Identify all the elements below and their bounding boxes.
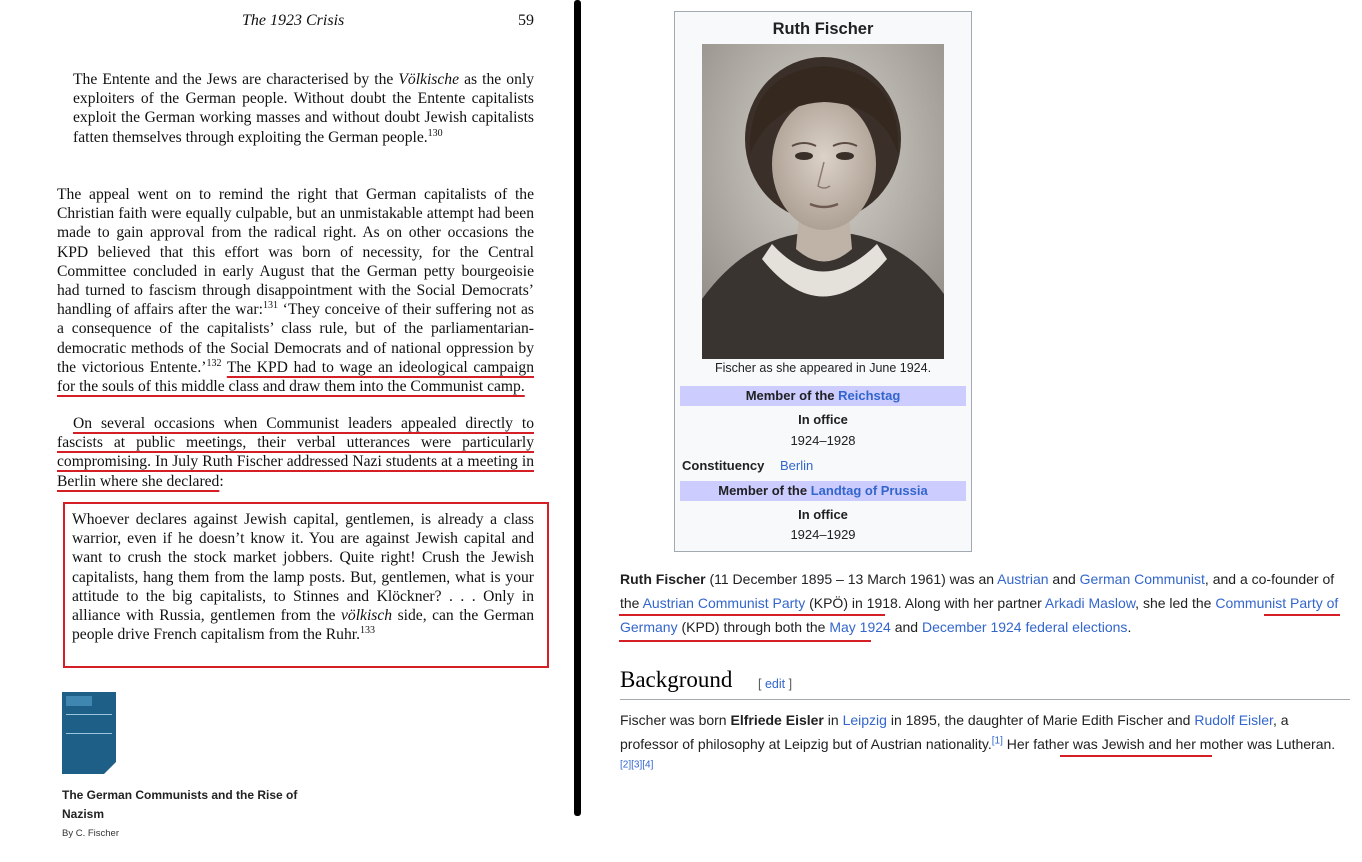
book-author: By C. Fischer — [62, 828, 120, 839]
link-austrian-communist-party[interactable]: Austrian Communist Party — [642, 595, 806, 611]
page-number: 59 — [518, 12, 534, 29]
footnote-133: 133 — [359, 625, 375, 637]
link-austrian[interactable]: Austrian — [997, 571, 1049, 587]
lead-text: and — [890, 619, 922, 635]
body-paragraph-appeal — [57, 185, 534, 396]
link-communist-party-germany[interactable]: Communist Party of Germany — [620, 595, 1339, 635]
reference-1[interactable]: [1] — [991, 735, 1003, 747]
in-office-label-2: In office — [798, 507, 848, 522]
link-december-1924-elections[interactable]: December 1924 federal elections — [921, 619, 1128, 635]
constituency-label: Constituency — [682, 458, 765, 473]
edit-bracket-open: [ — [758, 677, 765, 691]
link-german-communist[interactable]: German Communist — [1079, 571, 1205, 587]
block-quote-italic: Völkische — [398, 71, 459, 88]
term-2: 1924–1929 — [790, 527, 856, 542]
red-underline-jewish — [1060, 755, 1212, 757]
footnote-132: 132 — [206, 357, 222, 369]
infobox-band-landtag — [680, 481, 966, 501]
footnote-131: 131 — [262, 300, 278, 312]
landtag-link[interactable]: Landtag of Prussia — [810, 483, 928, 498]
quote-text-rest: side, can the German people drive French capitalism from the Ruhr. — [72, 607, 534, 644]
section-heading-background: Background — [620, 667, 733, 692]
lead-text: (KPÖ) in 1918. Along with her partner — [805, 595, 1045, 611]
block-quote-text: The Entente and the Jews are characterised by the — [73, 71, 399, 88]
references-2-3-4[interactable]: [2][3][4] — [620, 759, 654, 771]
red-underline-she-led — [1264, 614, 1340, 616]
cover-fold-corner — [104, 762, 116, 774]
red-underline-kpd — [619, 640, 871, 642]
band-prefix: Member of the — [718, 483, 811, 498]
portrait-illustration — [702, 44, 944, 359]
block-quote-entente — [73, 70, 534, 147]
book-title-link[interactable]: The German Communists and the Rise of Nazism — [62, 788, 298, 821]
link-arkadi-maslow[interactable]: Arkadi Maslow — [1044, 595, 1136, 611]
link-may-1924[interactable]: May 1924 — [829, 619, 891, 635]
birth-name: Elfriede Eisler — [730, 712, 824, 728]
lead-text: . — [1127, 619, 1132, 635]
edit-link[interactable]: edit — [764, 677, 786, 691]
constituency-berlin-link[interactable]: Berlin — [780, 458, 814, 473]
block-quote-fischer — [72, 510, 534, 644]
portrait-caption: Fischer as she appeared in June 1924. — [714, 361, 932, 375]
lead-text: and — [1048, 571, 1080, 587]
link-rudolf-eisler[interactable]: Rudolf Eisler — [1194, 712, 1273, 728]
underlined-highlight-fischer: On several occasions when Communist leaders appealed directly to fascists at public meetings, their verbal utterances were particularly compromising. In July Ruth Fischer addressed Nazi students at a meeting in Berlin where she declared — [57, 415, 534, 490]
book-page — [0, 0, 572, 862]
underlined-highlight-ideological: The KPD had to wage an ideological campaign for the souls of this middle class and draw them into the Communist camp. — [57, 358, 534, 396]
book-cover-thumbnail[interactable] — [62, 692, 116, 774]
cover-title-band — [66, 714, 112, 734]
red-underline-founder — [619, 614, 885, 616]
quote-italic: völkisch — [340, 607, 393, 625]
vertical-divider — [574, 0, 581, 816]
bg-text: in — [823, 712, 843, 728]
reichstag-link[interactable]: Reichstag — [838, 388, 901, 403]
infobox-band-reichstag — [680, 386, 966, 406]
section-edit — [758, 677, 792, 691]
infobox — [674, 11, 972, 552]
section-rule — [620, 699, 1350, 700]
cover-publisher-tag — [66, 696, 92, 706]
lead-text: , she led the — [1135, 595, 1216, 611]
in-office-label-1: In office — [798, 412, 848, 427]
band-prefix: Member of the — [745, 388, 839, 403]
edit-bracket-close: ] — [785, 677, 793, 691]
lead-paragraph — [620, 567, 1355, 639]
portrait-photo[interactable] — [702, 44, 944, 359]
paragraph-text: The appeal went on to remind the right that German capitalists of the Christian faith were equally culpable, but an unmistakable attempt had been made to gain approval from the radical right. As on other occasions the KPD believed that this effort was born of necessity, for the Central Committee concluded in early August that the German petty bourgeoisie had turned to fascism through disappointment with the Social Democrats’ handling of affairs after the war: — [57, 186, 534, 319]
bg-text: Her father was Jewish and her mother was Lutheran. — [1002, 736, 1336, 752]
infobox-name: Ruth Fischer — [772, 20, 874, 38]
lead-text: (11 December 1895 – 13 March 1961) was an — [705, 571, 998, 587]
lead-text: (KPD) through both the — [677, 619, 830, 635]
bg-text: in 1895, the daughter of Marie Edith Fischer and — [886, 712, 1195, 728]
lead-name: Ruth Fischer — [620, 571, 706, 587]
link-leipzig[interactable]: Leipzig — [842, 712, 887, 728]
paragraph-text-cont: ‘They conceive of their suffering not as a consequence of the capitalists’ class rule, but of the parliamentarian-democratic methods of the Social Democrats and of national oppression by the victorious Entente.’ — [57, 301, 534, 376]
lead-text: , and a co-founder of the — [620, 571, 1335, 611]
quote-text: Whoever declares against Jewish capital, gentlemen, is already a class warrior, even if he doesn’t know it. You are against Jewish capital and want to crush the stock market jobbers. Quite right! Crush the Jewish capitalists, hang them from the lamp posts. But, gentlemen, what is your attitude to the big capitalists, to Stinnes and Klöckner? . . . Only in alliance with Russia, gentlemen from the — [72, 511, 534, 625]
bg-text: Fischer was born — [620, 712, 731, 728]
footnote-130: 130 — [427, 127, 443, 139]
block-quote-text-rest: as the only exploiters of the German people. Without doubt the Entente capitalists exploit the German working masses and without doubt Jewish capitalists fatten themselves through exploiting the German people. — [73, 71, 534, 146]
term-1: 1924–1928 — [790, 433, 856, 448]
paragraph-colon: : — [219, 472, 224, 490]
chapter-title: The 1923 Crisis — [242, 12, 345, 29]
body-paragraph-fascists — [57, 414, 534, 491]
background-paragraph — [620, 708, 1345, 780]
running-header — [0, 12, 572, 34]
bg-text: , a professor of philosophy at Leipzig but of Austrian nationality. — [620, 712, 1289, 752]
